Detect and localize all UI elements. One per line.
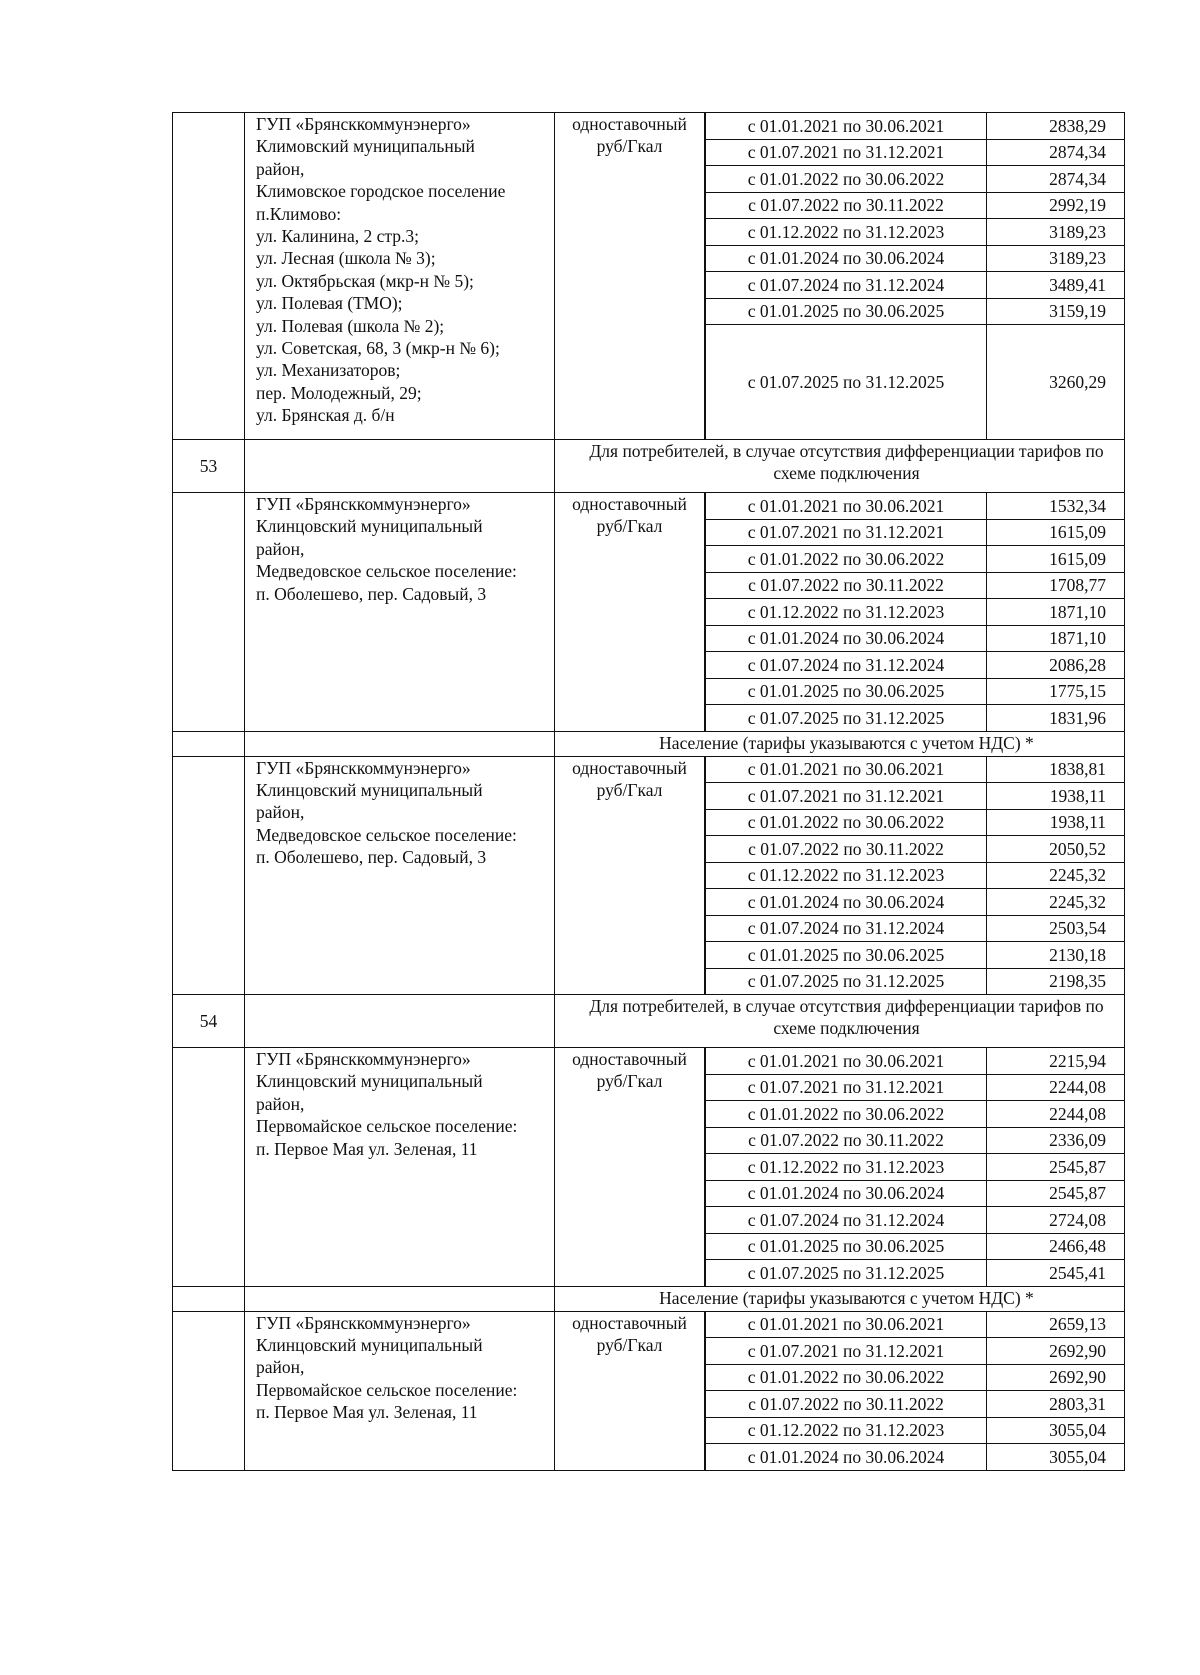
- period-row: [706, 1338, 1125, 1365]
- table-row: [173, 1311, 1125, 1470]
- period: с 01.12.2022 по 31.12.2023: [706, 862, 987, 889]
- period: с 01.07.2022 по 30.11.2022: [706, 192, 987, 219]
- tariff-type-cell: одноставочный руб/Гкал: [555, 493, 705, 732]
- empty-cell: [245, 1286, 555, 1311]
- tariff-value: 3189,23: [987, 219, 1125, 246]
- tariff-value: 2838,29: [987, 113, 1125, 139]
- organization-cell: ГУП «Брянсккоммунэнерго» Климовский муниципальный район, Климовское городское поселение п.Климово: ул. Калинина, 2 стр.3; ул. Лесная (школа № 3); ул. Октябрьская (мкр-н № 5); ул. Полевая (ТМО); ул. Полевая (школа № 2); ул. Советская, 68, 3 (мкр-н № 6); ул. Механизаторов; пер. Молодежный, 29; ул. Брянская д. б/н: [245, 113, 555, 440]
- empty-cell: [245, 995, 555, 1048]
- period-row: [706, 1364, 1125, 1391]
- periods-cell: [705, 1311, 1125, 1470]
- tariff-type-cell: одноставочный руб/Гкал: [555, 1048, 705, 1287]
- period-row: [706, 757, 1125, 783]
- section-heading: Население (тарифы указываются с учетом НДС) *: [555, 1286, 1125, 1311]
- period-row: [706, 139, 1125, 166]
- tariff-value: 2050,52: [987, 836, 1125, 863]
- period: с 01.01.2025 по 30.06.2025: [706, 678, 987, 705]
- tariff-value: 1775,15: [987, 678, 1125, 705]
- period: с 01.12.2022 по 31.12.2023: [706, 1417, 987, 1444]
- tariff-value: 3055,04: [987, 1444, 1125, 1470]
- tariff-value: 2503,54: [987, 915, 1125, 942]
- period-row: [706, 1180, 1125, 1207]
- period: с 01.01.2024 по 30.06.2024: [706, 1180, 987, 1207]
- row-number-cell: [173, 493, 245, 732]
- section-heading: Население (тарифы указываются с учетом НДС) *: [555, 731, 1125, 756]
- row-number: 53: [173, 440, 245, 493]
- periods-table: [705, 757, 1124, 995]
- period: с 01.01.2021 по 30.06.2021: [706, 113, 987, 139]
- period: с 01.07.2024 по 31.12.2024: [706, 915, 987, 942]
- periods-cell: [705, 756, 1125, 995]
- tariff-value: 2545,87: [987, 1154, 1125, 1181]
- tariff-value: 2803,31: [987, 1391, 1125, 1418]
- row-number-cell: [173, 731, 245, 756]
- tariff-value: 2659,13: [987, 1312, 1125, 1338]
- section-heading-row: [173, 1286, 1125, 1311]
- row-number-cell: [173, 1286, 245, 1311]
- period-row: [706, 572, 1125, 599]
- tariff-value: 2545,87: [987, 1180, 1125, 1207]
- period-row: [706, 889, 1125, 916]
- period-row: [706, 1127, 1125, 1154]
- period: с 01.01.2022 по 30.06.2022: [706, 809, 987, 836]
- section-heading-row: [173, 995, 1125, 1048]
- row-number-cell: [173, 1311, 245, 1470]
- tariff-value: 2545,41: [987, 1260, 1125, 1286]
- tariff-value: 3189,23: [987, 245, 1125, 272]
- tariff-value: 1838,81: [987, 757, 1125, 783]
- period: с 01.07.2021 по 31.12.2021: [706, 139, 987, 166]
- table-row: [173, 756, 1125, 995]
- period-row: [706, 1260, 1125, 1286]
- tariff-value: 2724,08: [987, 1207, 1125, 1234]
- period: с 01.01.2022 по 30.06.2022: [706, 546, 987, 573]
- periods-table: [705, 1048, 1124, 1286]
- period-row: [706, 325, 1125, 440]
- period: с 01.01.2022 по 30.06.2022: [706, 1101, 987, 1128]
- empty-cell: [245, 440, 555, 493]
- tariff-value: 2244,08: [987, 1074, 1125, 1101]
- tariff-value: 3159,19: [987, 298, 1125, 325]
- period-row: [706, 1074, 1125, 1101]
- tariff-value: 1871,10: [987, 625, 1125, 652]
- period: с 01.12.2022 по 31.12.2023: [706, 1154, 987, 1181]
- period: с 01.12.2022 по 31.12.2023: [706, 219, 987, 246]
- period: с 01.01.2022 по 30.06.2022: [706, 166, 987, 193]
- organization-cell: ГУП «Брянсккоммунэнерго» Клинцовский муниципальный район, Первомайское сельское поселение: п. Первое Мая ул. Зеленая, 11: [245, 1311, 555, 1470]
- period: с 01.07.2025 по 31.12.2025: [706, 968, 987, 994]
- period-row: [706, 298, 1125, 325]
- row-number-cell: [173, 1048, 245, 1287]
- period: с 01.07.2024 по 31.12.2024: [706, 1207, 987, 1234]
- period-row: [706, 652, 1125, 679]
- period: с 01.07.2022 по 30.11.2022: [706, 1127, 987, 1154]
- tariff-value: 3260,29: [987, 325, 1125, 440]
- period: с 01.07.2022 по 30.11.2022: [706, 836, 987, 863]
- period-row: [706, 1312, 1125, 1338]
- period: с 01.01.2022 по 30.06.2022: [706, 1364, 987, 1391]
- section-heading-row: [173, 731, 1125, 756]
- section-heading: Для потребителей, в случае отсутствия дифференциации тарифов по схеме подключения: [555, 995, 1125, 1048]
- tariff-value: 1831,96: [987, 705, 1125, 731]
- tariff-value: 2245,32: [987, 889, 1125, 916]
- tariff-value: 1708,77: [987, 572, 1125, 599]
- tariff-value: 2874,34: [987, 139, 1125, 166]
- period-row: [706, 1154, 1125, 1181]
- period-row: [706, 809, 1125, 836]
- period: с 01.01.2025 по 30.06.2025: [706, 1233, 987, 1260]
- period: с 01.01.2024 по 30.06.2024: [706, 625, 987, 652]
- tariff-value: 2245,32: [987, 862, 1125, 889]
- tariff-table: [172, 112, 1125, 1471]
- period: с 01.01.2025 по 30.06.2025: [706, 942, 987, 969]
- period: с 01.07.2025 по 31.12.2025: [706, 705, 987, 731]
- period-row: [706, 783, 1125, 810]
- period-row: [706, 1444, 1125, 1470]
- period: с 01.01.2025 по 30.06.2025: [706, 298, 987, 325]
- table-row: [173, 113, 1125, 440]
- period: с 01.07.2024 по 31.12.2024: [706, 652, 987, 679]
- period-row: [706, 1207, 1125, 1234]
- period-row: [706, 493, 1125, 519]
- period-row: [706, 705, 1125, 731]
- tariff-value: 1938,11: [987, 783, 1125, 810]
- table-row: [173, 1048, 1125, 1287]
- organization-cell: ГУП «Брянсккоммунэнерго» Клинцовский муниципальный район, Медведовское сельское поселение: п. Оболешево, пер. Садовый, 3: [245, 756, 555, 995]
- organization-cell: ГУП «Брянсккоммунэнерго» Клинцовский муниципальный район, Медведовское сельское поселение: п. Оболешево, пер. Садовый, 3: [245, 493, 555, 732]
- period-row: [706, 599, 1125, 626]
- tariff-value: 2130,18: [987, 942, 1125, 969]
- period-row: [706, 1391, 1125, 1418]
- organization-cell: ГУП «Брянсккоммунэнерго» Клинцовский муниципальный район, Первомайское сельское поселение: п. Первое Мая ул. Зеленая, 11: [245, 1048, 555, 1287]
- period-row: [706, 1048, 1125, 1074]
- period-row: [706, 678, 1125, 705]
- period: с 01.01.2021 по 30.06.2021: [706, 493, 987, 519]
- tariff-value: 1871,10: [987, 599, 1125, 626]
- tariff-value: 3055,04: [987, 1417, 1125, 1444]
- period: с 01.07.2022 по 30.11.2022: [706, 572, 987, 599]
- period: с 01.07.2021 по 31.12.2021: [706, 1338, 987, 1365]
- period-row: [706, 272, 1125, 299]
- empty-cell: [245, 731, 555, 756]
- period-row: [706, 1101, 1125, 1128]
- tariff-value: 2244,08: [987, 1101, 1125, 1128]
- period-row: [706, 166, 1125, 193]
- period-row: [706, 1417, 1125, 1444]
- tariff-value: 2992,19: [987, 192, 1125, 219]
- tariff-value: 2086,28: [987, 652, 1125, 679]
- tariff-value: 1615,09: [987, 546, 1125, 573]
- period: с 01.07.2025 по 31.12.2025: [706, 1260, 987, 1286]
- period: с 01.01.2024 по 30.06.2024: [706, 1444, 987, 1470]
- tariff-value: 2692,90: [987, 1338, 1125, 1365]
- tariff-type-cell: одноставочный руб/Гкал: [555, 1311, 705, 1470]
- period: с 01.01.2024 по 30.06.2024: [706, 245, 987, 272]
- period-row: [706, 862, 1125, 889]
- section-heading: Для потребителей, в случае отсутствия дифференциации тарифов по схеме подключения: [555, 440, 1125, 493]
- periods-table: [705, 113, 1124, 439]
- period-row: [706, 942, 1125, 969]
- period: с 01.07.2024 по 31.12.2024: [706, 272, 987, 299]
- period: с 01.01.2021 по 30.06.2021: [706, 1048, 987, 1074]
- period-row: [706, 1233, 1125, 1260]
- period: с 01.01.2021 по 30.06.2021: [706, 1312, 987, 1338]
- period-row: [706, 546, 1125, 573]
- period-row: [706, 968, 1125, 994]
- period: с 01.12.2022 по 31.12.2023: [706, 599, 987, 626]
- tariff-value: 2692,90: [987, 1364, 1125, 1391]
- tariff-value: 2874,34: [987, 166, 1125, 193]
- period: с 01.07.2021 по 31.12.2021: [706, 783, 987, 810]
- period: с 01.07.2021 по 31.12.2021: [706, 1074, 987, 1101]
- period-row: [706, 836, 1125, 863]
- periods-cell: [705, 113, 1125, 440]
- period-row: [706, 519, 1125, 546]
- period-row: [706, 915, 1125, 942]
- period-row: [706, 245, 1125, 272]
- tariff-type-cell: одноставочный руб/Гкал: [555, 113, 705, 440]
- periods-cell: [705, 493, 1125, 732]
- period: с 01.07.2022 по 30.11.2022: [706, 1391, 987, 1418]
- period: с 01.07.2021 по 31.12.2021: [706, 519, 987, 546]
- tariff-value: 1615,09: [987, 519, 1125, 546]
- tariff-value: 2215,94: [987, 1048, 1125, 1074]
- period-row: [706, 219, 1125, 246]
- period: с 01.01.2024 по 30.06.2024: [706, 889, 987, 916]
- row-number: 54: [173, 995, 245, 1048]
- tariff-value: 2466,48: [987, 1233, 1125, 1260]
- table-row: [173, 493, 1125, 732]
- section-heading-row: [173, 440, 1125, 493]
- tariff-value: 2198,35: [987, 968, 1125, 994]
- period: с 01.07.2025 по 31.12.2025: [706, 325, 987, 440]
- tariff-value: 3489,41: [987, 272, 1125, 299]
- period-row: [706, 625, 1125, 652]
- tariff-value: 2336,09: [987, 1127, 1125, 1154]
- tariff-value: 1938,11: [987, 809, 1125, 836]
- row-number-cell: [173, 113, 245, 440]
- period-row: [706, 192, 1125, 219]
- tariff-value: 1532,34: [987, 493, 1125, 519]
- period: с 01.01.2021 по 30.06.2021: [706, 757, 987, 783]
- period-row: [706, 113, 1125, 139]
- row-number-cell: [173, 756, 245, 995]
- periods-cell: [705, 1048, 1125, 1287]
- periods-table: [705, 1312, 1124, 1470]
- periods-table: [705, 493, 1124, 731]
- tariff-type-cell: одноставочный руб/Гкал: [555, 756, 705, 995]
